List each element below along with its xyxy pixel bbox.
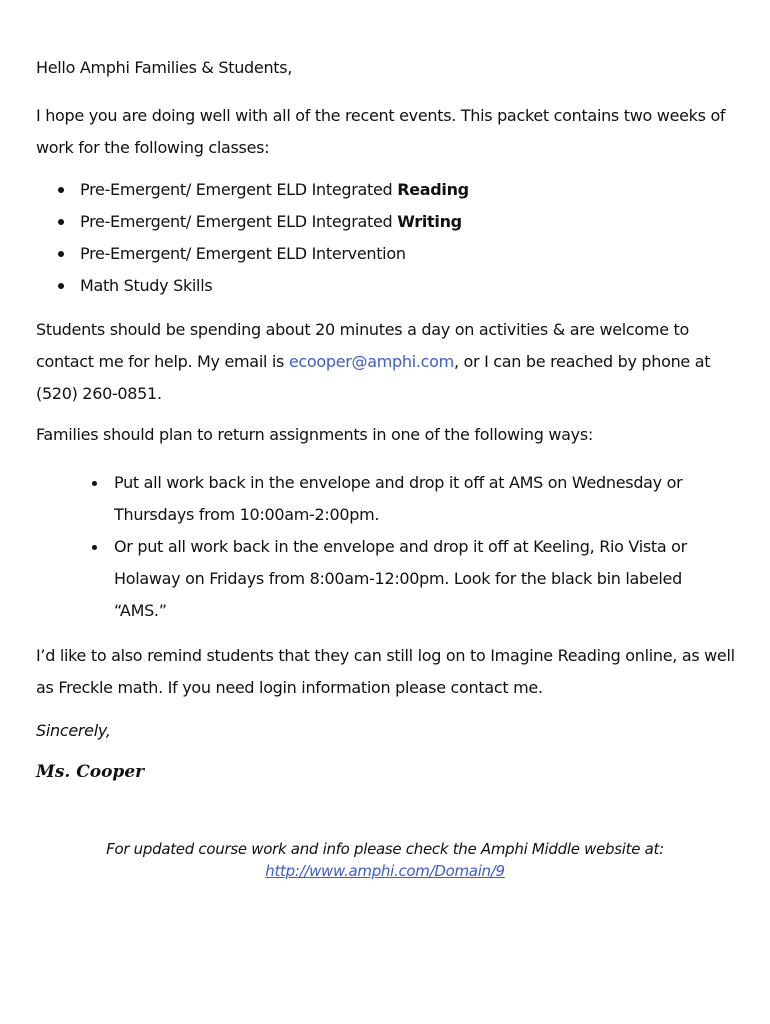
return-ways-list xyxy=(76,467,716,627)
class-emphasis: Writing xyxy=(397,212,462,231)
bullet-icon xyxy=(58,187,64,193)
list-item xyxy=(36,238,469,270)
footer-note: For updated course work and info please check the Amphi Middle website at: xyxy=(106,840,664,858)
reminder-paragraph: I’d like to also remind students that they can still log on to Imagine Reading online, as well as Freckle math. If you need login information please contact me. xyxy=(36,646,735,697)
list-item xyxy=(36,174,469,206)
return-intro: Families should plan to return assignments in one of the following ways: xyxy=(36,425,593,444)
class-name: Pre-Emergent/ Emergent ELD Integrated xyxy=(80,180,398,199)
help-text: Students should be spending about 20 minutes a day on activities & are welcome to contact me for help. My email is xyxy=(36,320,689,371)
footer xyxy=(0,838,770,882)
class-list xyxy=(36,174,469,302)
email-link[interactable]: ecooper@amphi.com xyxy=(288,352,454,371)
phone-text: , or I can be reached by phone at (520) 260-0851. xyxy=(36,352,711,403)
list-item xyxy=(36,270,469,302)
return-way-text: Or put all work back in the envelope and drop it off at Keeling, Rio Vista or Holaway on Fridays from 8:00am-12:00pm. Look for the black bin labeled “AMS.” xyxy=(114,537,687,620)
bullet-icon xyxy=(58,251,64,257)
class-name: Math Study Skills xyxy=(80,276,213,295)
bullet-icon xyxy=(58,283,64,289)
bullet-icon xyxy=(92,545,97,550)
class-name: Pre-Emergent/ Emergent ELD Integrated xyxy=(80,212,398,231)
list-item xyxy=(36,206,469,238)
signature: Ms. Cooper xyxy=(36,762,145,782)
bullet-icon xyxy=(92,481,97,486)
list-item xyxy=(76,531,716,627)
class-emphasis: Reading xyxy=(397,180,469,199)
list-item xyxy=(76,467,716,531)
help-paragraph xyxy=(36,314,736,410)
bullet-icon xyxy=(58,219,64,225)
closing: Sincerely, xyxy=(36,721,111,740)
intro-paragraph: I hope you are doing well with all of the recent events. This packet contains two weeks of work for the following classes: xyxy=(36,106,726,157)
website-link[interactable]: http://www.amphi.com/Domain/9 xyxy=(265,862,505,880)
return-way-text: Put all work back in the envelope and drop it off at AMS on Wednesday or Thursdays from 10:00am-2:00pm. xyxy=(114,473,683,524)
greeting: Hello Amphi Families & Students, xyxy=(36,58,293,77)
class-name: Pre-Emergent/ Emergent ELD Intervention xyxy=(80,244,406,263)
